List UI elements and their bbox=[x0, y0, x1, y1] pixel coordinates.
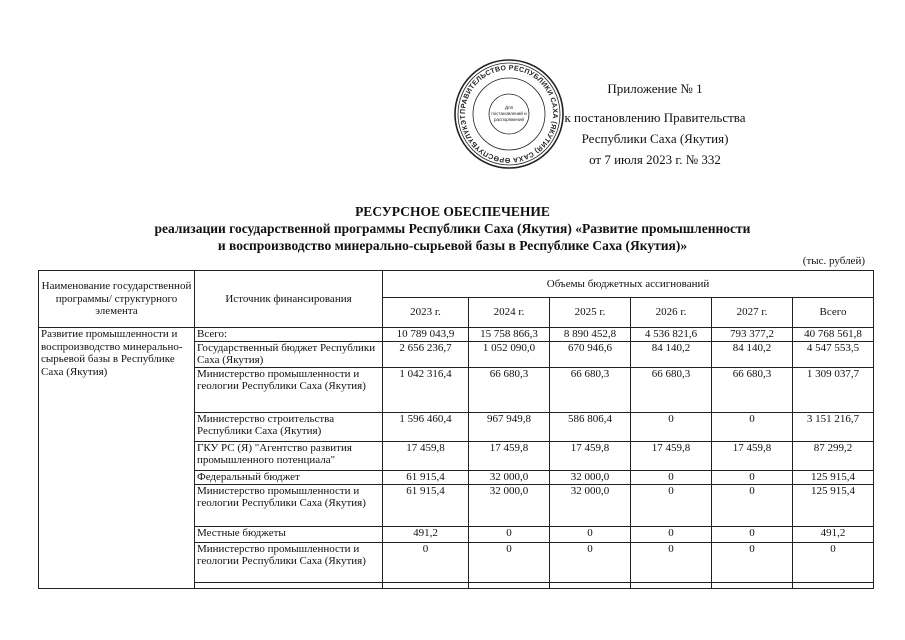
value-cell: 17 459,8 bbox=[469, 441, 550, 470]
appendix-number: Приложение № 1 bbox=[607, 81, 703, 96]
value-cell: 0 bbox=[631, 470, 712, 484]
value-cell: 0 bbox=[631, 542, 712, 582]
value-cell: 0 bbox=[712, 542, 793, 582]
value-cell: 0 bbox=[550, 526, 631, 542]
value-cell: 4 536 821,6 bbox=[631, 328, 712, 342]
value-cell: 40 768 561,8 bbox=[793, 328, 874, 342]
program-name-cell: Развитие промышленности и воспроизводство минерально-сырьевой базы в Республике Саха (Якутия) bbox=[39, 328, 195, 589]
units-label: (тыс. рублей) bbox=[802, 255, 865, 267]
value-cell: 0 bbox=[631, 484, 712, 526]
value-cell: 10 789 043,9 bbox=[383, 328, 469, 342]
value-cell: 66 680,3 bbox=[550, 367, 631, 412]
value-cell: 61 915,4 bbox=[383, 470, 469, 484]
value-cell: 1 052 090,0 bbox=[469, 341, 550, 367]
source-cell: Министерство строительства Республики Саха (Якутия) bbox=[195, 412, 383, 441]
header-program-name: Наименование государственной программы/ структурного элемента bbox=[39, 271, 195, 328]
value-cell: 586 806,4 bbox=[550, 412, 631, 441]
seal-center-line-1: Для bbox=[504, 105, 514, 110]
source-cell: Местные бюджеты bbox=[195, 526, 383, 542]
value-cell: 491,2 bbox=[793, 526, 874, 542]
value-cell: 0 bbox=[631, 412, 712, 441]
header-total: Всего bbox=[793, 298, 874, 328]
seal-center-line-3: распоряжений bbox=[493, 117, 525, 122]
seal-ring-text: ПРАВИТЕЛЬСТВО РЕСПУБЛИКИ САХА (ЯКУТИЯ) САХА ӨРӨСПУҮБҮЛҮКЭТ bbox=[459, 64, 559, 164]
source-cell: Министерство промышленности и геологии Республики Саха (Якутия) bbox=[195, 484, 383, 526]
value-cell: 15 758 866,3 bbox=[469, 328, 550, 342]
value-cell: 0 bbox=[631, 526, 712, 542]
value-cell: 0 bbox=[793, 542, 874, 582]
value-cell: 0 bbox=[712, 526, 793, 542]
value-cell: 17 459,8 bbox=[550, 441, 631, 470]
header-year-2025: 2025 г. bbox=[550, 298, 631, 328]
header-allocations: Объемы бюджетных ассигнований bbox=[383, 271, 874, 298]
source-cell: Министерство промышленности и геологии Республики Саха (Якутия) bbox=[195, 542, 383, 582]
value-cell: 17 459,8 bbox=[712, 441, 793, 470]
value-cell: 17 459,8 bbox=[631, 441, 712, 470]
appendix-government-line: Республики Саха (Якутия) bbox=[581, 131, 729, 146]
header-year-2024: 2024 г. bbox=[469, 298, 550, 328]
appendix-header bbox=[560, 78, 750, 170]
appendix-decree-line: к постановлению Правительства bbox=[564, 110, 746, 125]
official-seal bbox=[453, 58, 565, 170]
value-cell: 1 042 316,4 bbox=[383, 367, 469, 412]
value-cell: 32 000,0 bbox=[469, 470, 550, 484]
value-cell: 87 299,2 bbox=[793, 441, 874, 470]
document-title: РЕСУРСНОЕ ОБЕСПЕЧЕНИЕ bbox=[355, 204, 550, 219]
seal-center-line-2: постановлений и bbox=[491, 111, 527, 116]
value-cell: 0 bbox=[712, 484, 793, 526]
value-cell: 793 377,2 bbox=[712, 328, 793, 342]
value-cell: 670 946,6 bbox=[550, 341, 631, 367]
value-cell: 32 000,0 bbox=[550, 484, 631, 526]
value-cell: 66 680,3 bbox=[631, 367, 712, 412]
value-cell: 125 915,4 bbox=[793, 484, 874, 526]
value-cell: 2 656 236,7 bbox=[383, 341, 469, 367]
appendix-date-line: от 7 июля 2023 г. № 332 bbox=[589, 152, 721, 167]
value-cell: 967 949,8 bbox=[469, 412, 550, 441]
value-cell: 84 140,2 bbox=[631, 341, 712, 367]
value-cell: 125 915,4 bbox=[793, 470, 874, 484]
value-cell: 0 bbox=[550, 542, 631, 582]
value-cell: 84 140,2 bbox=[712, 341, 793, 367]
table-row bbox=[39, 328, 874, 342]
value-cell: 1 309 037,7 bbox=[793, 367, 874, 412]
value-cell: 32 000,0 bbox=[469, 484, 550, 526]
value-cell: 66 680,3 bbox=[469, 367, 550, 412]
value-cell: 3 151 216,7 bbox=[793, 412, 874, 441]
seal-icon bbox=[453, 58, 565, 170]
value-cell: 0 bbox=[469, 526, 550, 542]
resource-table bbox=[38, 270, 874, 589]
value-cell: 4 547 553,5 bbox=[793, 341, 874, 367]
value-cell: 1 596 460,4 bbox=[383, 412, 469, 441]
source-cell: Всего: bbox=[195, 328, 383, 342]
document-subtitle-line-1: реализации государственной программы Республики Саха (Якутия) «Развитие промышленности bbox=[154, 221, 751, 236]
header-funding-source: Источник финансирования bbox=[195, 271, 383, 328]
value-cell: 0 bbox=[712, 470, 793, 484]
value-cell: 8 890 452,8 bbox=[550, 328, 631, 342]
value-cell: 491,2 bbox=[383, 526, 469, 542]
value-cell: 61 915,4 bbox=[383, 484, 469, 526]
header-year-2026: 2026 г. bbox=[631, 298, 712, 328]
value-cell: 32 000,0 bbox=[550, 470, 631, 484]
value-cell: 17 459,8 bbox=[383, 441, 469, 470]
header-year-2027: 2027 г. bbox=[712, 298, 793, 328]
value-cell: 66 680,3 bbox=[712, 367, 793, 412]
source-cell: Государственный бюджет Республики Саха (Якутия) bbox=[195, 341, 383, 367]
document-subtitle-line-2: и воспроизводство минерально-сырьевой базы в Республике Саха (Якутия)» bbox=[217, 238, 688, 253]
value-cell: 0 bbox=[469, 542, 550, 582]
source-cell: Федеральный бюджет bbox=[195, 470, 383, 484]
value-cell: 0 bbox=[712, 412, 793, 441]
header-year-2023: 2023 г. bbox=[383, 298, 469, 328]
value-cell: 0 bbox=[383, 542, 469, 582]
source-cell: Министерство промышленности и геологии Республики Саха (Якутия) bbox=[195, 367, 383, 412]
source-cell: ГКУ РС (Я) "Агентство развития промышленного потенциала" bbox=[195, 441, 383, 470]
